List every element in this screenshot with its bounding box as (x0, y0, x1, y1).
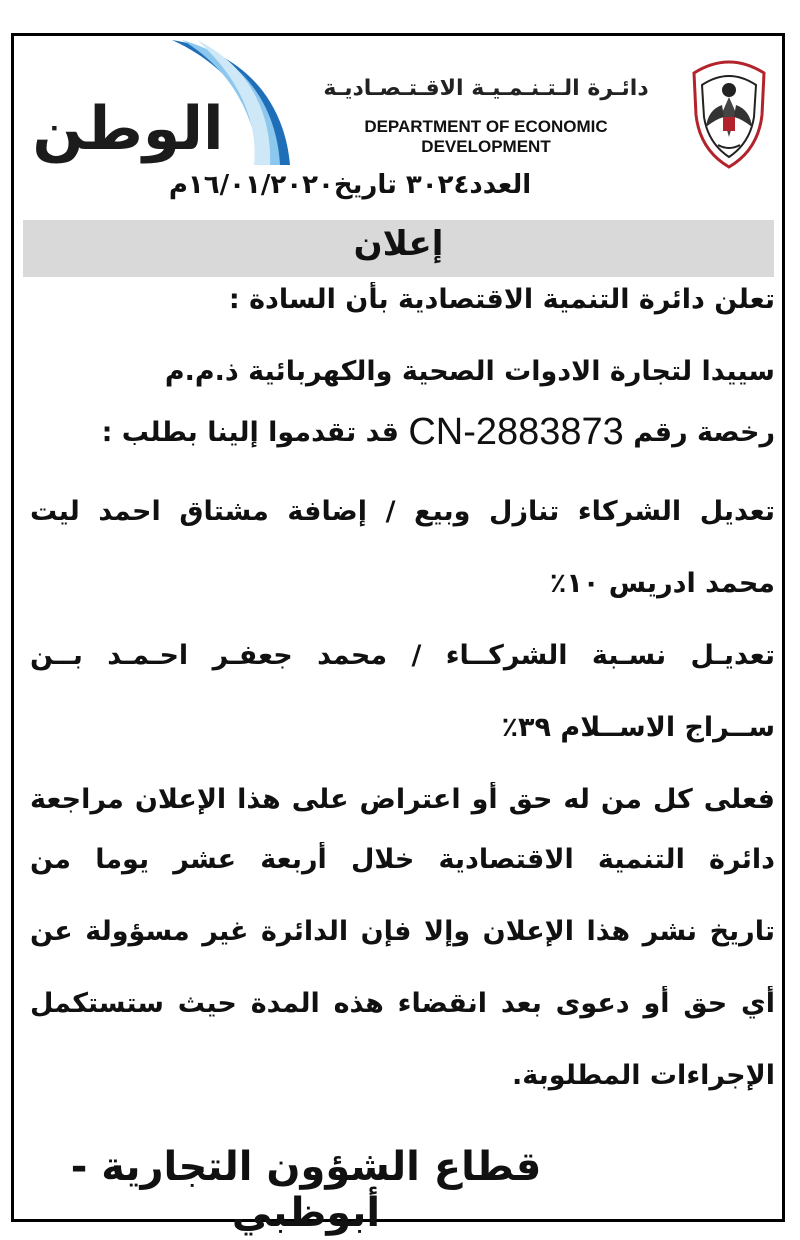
issue-date-line: العدد٣٠٢٤ تاريخ١٦/٠١/٢٠٢٠م (168, 170, 532, 200)
department-name-english: DEPARTMENT OF ECONOMIC DEVELOPMENT (364, 117, 608, 156)
notice-line-1: تعلن دائرة التنمية الاقتصادية بأن السادة : (228, 284, 775, 315)
notice-line-5: محمد ادريس ١٠٪ (549, 568, 775, 599)
notice-title: إعلان (353, 224, 444, 264)
notice-line-9: دائرة التنمية الاقتصادية خلال أربعة عشر يوما من (30, 844, 775, 875)
issuer-signature: قطاع الشؤون التجارية - أبوظبي (70, 1144, 542, 1236)
notice-line-7: ســراج الاســلام ٣٩٪ (501, 712, 775, 743)
license-number: CN-2883873 (408, 414, 624, 453)
title-bar (23, 220, 774, 277)
notice-line-12: الإجراءات المطلوبة. (512, 1060, 775, 1091)
notice-line-2: سييدا لتجارة الادوات الصحية والكهربائية ذ.م.م (164, 356, 775, 387)
license-line (30, 414, 775, 494)
notice-line-4: تعديل الشركاء تنازل وبيع / إضافة مشتاق احمد ليت (30, 496, 775, 527)
newspaper-name: الوطن (32, 94, 224, 164)
notice-body (30, 282, 775, 1118)
notice-line-6: تعديـل نسـبة الشركــاء / محمد جعفـر احـمـد بــن (30, 640, 775, 671)
newspaper-logo (22, 40, 292, 165)
department-name-arabic: دائـرة الـتـنـمـيـة الاقـتـصـاديـة (323, 76, 649, 101)
license-label: رخصة رقم (633, 417, 775, 448)
falcon-emblem-icon (684, 55, 774, 170)
notice-line-10: تاريخ نشر هذا الإعلان وإلا فإن الدائرة غير مسؤولة عن (30, 916, 775, 947)
notice-line-8: فعلى كل من له حق أو اعتراض على هذا الإعلان مراجعة (30, 784, 775, 815)
notice-line-11: أي حق أو دعوى بعد انقضاء هذه المدة حيث ستستكمل (30, 988, 775, 1019)
license-request-text: قد تقدموا إلينا بطلب : (101, 417, 399, 448)
